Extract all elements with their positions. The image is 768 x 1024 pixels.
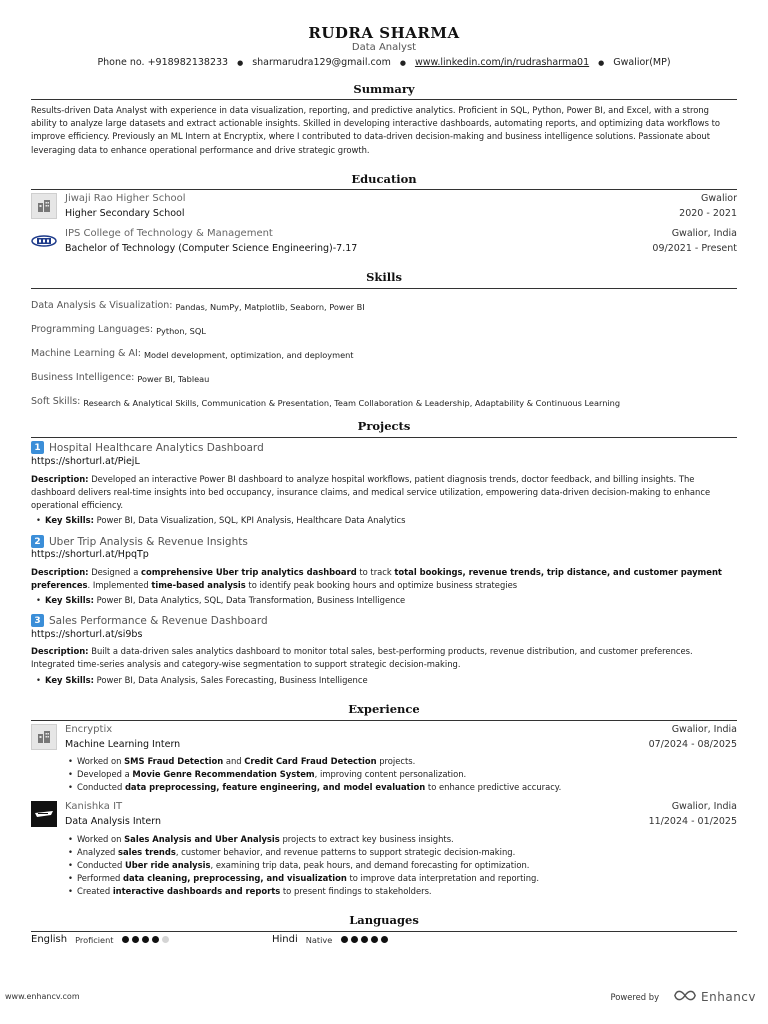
- summary-text: Results-driven Data Analyst with experience in data visualization, reporting, and predictive analytics. Proficient in SQL, Python, Power BI, and Excel, with a strong ability to analyze large datasets and extract actionable insights. Skilled in developing interactive dashboards, automating reports, and optimizing data workflows to improve efficiency. Previously an ML Intern at Encryptix, where I contributed to data-driven decision-making and business intelligence solutions. Passionate about leveraging data to enhance operational performance and drive strategic growth.: [31, 105, 721, 155]
- section-divider: [31, 437, 737, 438]
- job-dates: 07/2024 - 08/2025: [648, 739, 737, 750]
- footer-site[interactable]: www.enhancv.com: [5, 992, 80, 1001]
- project-title: [31, 441, 264, 454]
- phone-text: Phone no. +918982138233: [97, 57, 229, 68]
- rating-dot-filled: [381, 936, 388, 943]
- experience-bullet: [77, 768, 737, 781]
- language-name: Hindi: [272, 934, 298, 945]
- bullet-emphasis: Sales Analysis and Uber Analysis: [124, 834, 280, 844]
- bullet-separator: ●: [237, 58, 244, 67]
- number-badge-icon: 1: [31, 441, 44, 454]
- skill-row: [31, 293, 365, 312]
- description-emphasis: total bookings, revenue trends, trip distance, and customer payment preferences: [31, 567, 722, 590]
- project-title-text: Hospital Healthcare Analytics Dashboard: [49, 441, 264, 454]
- company-name: Kanishka IT: [65, 801, 123, 812]
- bullet-emphasis: data preprocessing, feature engineering, and model evaluation: [124, 782, 426, 792]
- bullet-text: Worked on: [77, 834, 125, 844]
- rating-dots: [122, 936, 169, 943]
- key-skills-bullet: [45, 594, 735, 607]
- degree-name: Higher Secondary School: [65, 208, 185, 219]
- education-location: Gwalior, India: [671, 228, 737, 239]
- bullet-emphasis: data cleaning, preprocessing, and visualization: [123, 873, 347, 883]
- candidate-title: Data Analyst: [351, 42, 417, 53]
- bullet-text: Conducted: [77, 860, 125, 870]
- section-divider: [31, 99, 737, 100]
- bullet-emphasis: Uber ride analysis: [124, 860, 211, 870]
- bullet-text: and: [223, 756, 245, 766]
- job-location: Gwalior, India: [671, 724, 737, 735]
- bullet-text: , improving content personalization.: [314, 769, 467, 779]
- language-level: Native: [305, 934, 333, 945]
- key-skills-bullet: [45, 674, 735, 687]
- project-link[interactable]: https://shorturl.at/si9bs: [31, 629, 143, 640]
- experience-bullet: [77, 859, 737, 872]
- contact-line: [31, 57, 737, 68]
- projects-heading: Projects: [357, 419, 411, 433]
- bullet-text: projects.: [376, 756, 416, 766]
- education-dates: 2020 - 2021: [679, 208, 737, 219]
- bullet-text: Analyzed: [77, 847, 118, 857]
- skill-values: Model development, optimization, and deployment: [143, 350, 354, 360]
- rating-dots: [341, 936, 388, 943]
- skill-values: Python, SQL: [156, 326, 206, 336]
- language-item: [272, 934, 388, 945]
- email-text[interactable]: sharmarudra129@gmail.com: [252, 57, 391, 68]
- degree-name: Bachelor of Technology (Computer Science Engineering)-7.17: [65, 243, 358, 254]
- rating-dot-filled: [341, 936, 348, 943]
- skill-row: [31, 389, 620, 408]
- bullet-text: , examining trip data, peak hours, and demand forecasting for optimization.: [210, 860, 530, 870]
- skill-row: [31, 317, 206, 336]
- enhancv-logo-icon: [673, 987, 697, 1006]
- rating-dot-empty: [162, 936, 169, 943]
- project-title: [31, 614, 268, 627]
- description-emphasis: time-based analysis: [151, 580, 246, 590]
- language-level: Proficient: [75, 934, 114, 945]
- description-label: Description:: [31, 646, 89, 656]
- job-role: Machine Learning Intern: [65, 739, 181, 750]
- bullet-text: Worked on: [77, 756, 125, 766]
- linkedin-link[interactable]: www.linkedin.com/in/rudrasharma01: [414, 57, 590, 68]
- key-skills-label: Key Skills:: [45, 515, 94, 525]
- skill-values: Pandas, NumPy, Matplotlib, Seaborn, Power BI: [175, 302, 365, 312]
- experience-bullet: [77, 846, 737, 859]
- education-location: Gwalior: [701, 193, 737, 204]
- bullet-text: to present findings to stakeholders.: [280, 886, 432, 896]
- skill-category: Business Intelligence:: [31, 372, 135, 383]
- bullet-emphasis: sales trends: [117, 847, 176, 857]
- project-link[interactable]: https://shorturl.at/HpqTp: [31, 549, 149, 560]
- bullet-emphasis: interactive dashboards and reports: [112, 886, 281, 896]
- candidate-name: RUDRA SHARMA: [308, 24, 460, 42]
- bullet-text: to enhance predictive accuracy.: [425, 782, 562, 792]
- description-emphasis: comprehensive Uber trip analytics dashboard: [141, 567, 357, 577]
- section-divider: [31, 288, 737, 289]
- section-divider: [31, 189, 737, 190]
- key-skills-bullet: [45, 514, 735, 527]
- job-role: Data Analysis Intern: [65, 816, 162, 827]
- description-text: Developed an interactive Power BI dashboard to analyze hospital workflows, patient diagnosis trends, doctor feedback, and billing insights. The dashboard delivers real-time insights into bed occupancy, insurance claims, and medical service utilization, empowering data-driven decision-making to enhance operational efficiency.: [31, 474, 711, 510]
- bullet-text: projects to extract key business insights.: [279, 834, 454, 844]
- experience-bullet: [77, 755, 737, 768]
- rating-dot-filled: [361, 936, 368, 943]
- description-text: to identify peak booking hours and optimize business strategies: [245, 580, 518, 590]
- experience-bullet: [77, 885, 737, 898]
- key-skills-label: Key Skills:: [45, 675, 94, 685]
- project-link[interactable]: https://shorturl.at/PiejL: [31, 456, 140, 467]
- description-label: Description:: [31, 474, 89, 484]
- location-text: Gwalior(MP): [613, 57, 671, 68]
- skill-values: Research & Analytical Skills, Communication & Presentation, Team Collaboration & Leadership, Adaptability & Continuous Learning: [83, 398, 621, 408]
- bullet-emphasis: Movie Genre Recommendation System: [132, 769, 315, 779]
- skill-row: [31, 341, 354, 360]
- experience-entry: [31, 801, 737, 833]
- description-text: to track: [356, 567, 395, 577]
- education-entry: [31, 228, 737, 260]
- bullet-separator: ●: [399, 58, 406, 67]
- building-icon: [31, 724, 57, 750]
- rating-dot-filled: [371, 936, 378, 943]
- rating-dot-filled: [152, 936, 159, 943]
- school-name: Jiwaji Rao Higher School: [65, 193, 186, 204]
- bullet-separator: ●: [598, 58, 605, 67]
- project-title-text: Uber Trip Analysis & Revenue Insights: [49, 535, 248, 548]
- job-location: Gwalior, India: [671, 801, 737, 812]
- ips-logo-icon: [31, 228, 57, 254]
- skill-row: [31, 365, 209, 384]
- rating-dot-filled: [122, 936, 129, 943]
- section-divider: [31, 720, 737, 721]
- rating-dot-filled: [351, 936, 358, 943]
- language-item: [31, 934, 169, 945]
- description-text: . Implemented: [87, 580, 152, 590]
- company-name: Encryptix: [65, 724, 113, 735]
- brand-name: Enhancv: [701, 989, 756, 1004]
- experience-heading: Experience: [348, 702, 420, 716]
- bullet-text: Conducted: [77, 782, 125, 792]
- key-skills-text: Power BI, Data Visualization, SQL, KPI Analysis, Healthcare Data Analytics: [96, 515, 406, 525]
- education-heading: Education: [351, 172, 417, 186]
- bullet-text: Developed a: [77, 769, 133, 779]
- experience-bullet: [77, 872, 737, 885]
- skill-category: Soft Skills:: [31, 396, 81, 407]
- bullet-text: to improve data interpretation and reporting.: [346, 873, 540, 883]
- bullet-emphasis: Credit Card Fraud Detection: [244, 756, 377, 766]
- bullet-text: Created: [77, 886, 113, 896]
- building-icon: [31, 193, 57, 219]
- project-description: [31, 473, 737, 512]
- education-entry: [31, 193, 737, 225]
- number-badge-icon: 2: [31, 535, 44, 548]
- description-text: Built a data-driven sales analytics dashboard to monitor total sales, best-performing products, revenue distribution, and customer preferences. Integrated time-series analysis and category-wise segmentation to support strategic decision-making.: [31, 646, 693, 669]
- skill-category: Programming Languages:: [31, 324, 154, 335]
- powered-by-text: Powered by: [610, 991, 660, 1002]
- project-title: [31, 535, 248, 548]
- skill-values: Power BI, Tableau: [137, 374, 210, 384]
- footer-branding: [611, 987, 757, 1006]
- experience-bullet: [77, 833, 737, 846]
- languages-heading: Languages: [349, 913, 419, 927]
- kanishka-logo-icon: [31, 801, 57, 827]
- project-description: [31, 566, 737, 592]
- summary-heading: Summary: [353, 82, 415, 96]
- resume-page: [31, 0, 737, 1024]
- project-description: [31, 645, 737, 671]
- number-badge-icon: 3: [31, 614, 44, 627]
- job-dates: 11/2024 - 01/2025: [648, 816, 737, 827]
- bullet-text: , customer behavior, and revenue patterns to support strategic decision-making.: [175, 847, 516, 857]
- experience-entry: [31, 724, 737, 756]
- project-title-text: Sales Performance & Revenue Dashboard: [49, 614, 268, 627]
- education-dates: 09/2021 - Present: [652, 243, 737, 254]
- skills-heading: Skills: [366, 270, 402, 284]
- key-skills-text: Power BI, Data Analytics, SQL, Data Transformation, Business Intelligence: [96, 595, 406, 605]
- rating-dot-filled: [142, 936, 149, 943]
- bullet-emphasis: SMS Fraud Detection: [124, 756, 224, 766]
- school-name: IPS College of Technology & Management: [65, 228, 273, 239]
- bullet-text: Performed: [77, 873, 124, 883]
- rating-dot-filled: [132, 936, 139, 943]
- description-label: Description:: [31, 567, 89, 577]
- skill-category: Data Analysis & Visualization:: [31, 300, 173, 311]
- skill-category: Machine Learning & AI:: [31, 348, 141, 359]
- description-text: Designed a: [91, 567, 142, 577]
- language-name: English: [31, 934, 68, 945]
- section-divider: [31, 931, 737, 932]
- key-skills-label: Key Skills:: [45, 595, 94, 605]
- experience-bullet: [77, 781, 737, 794]
- key-skills-text: Power BI, Data Analysis, Sales Forecasting, Business Intelligence: [96, 675, 368, 685]
